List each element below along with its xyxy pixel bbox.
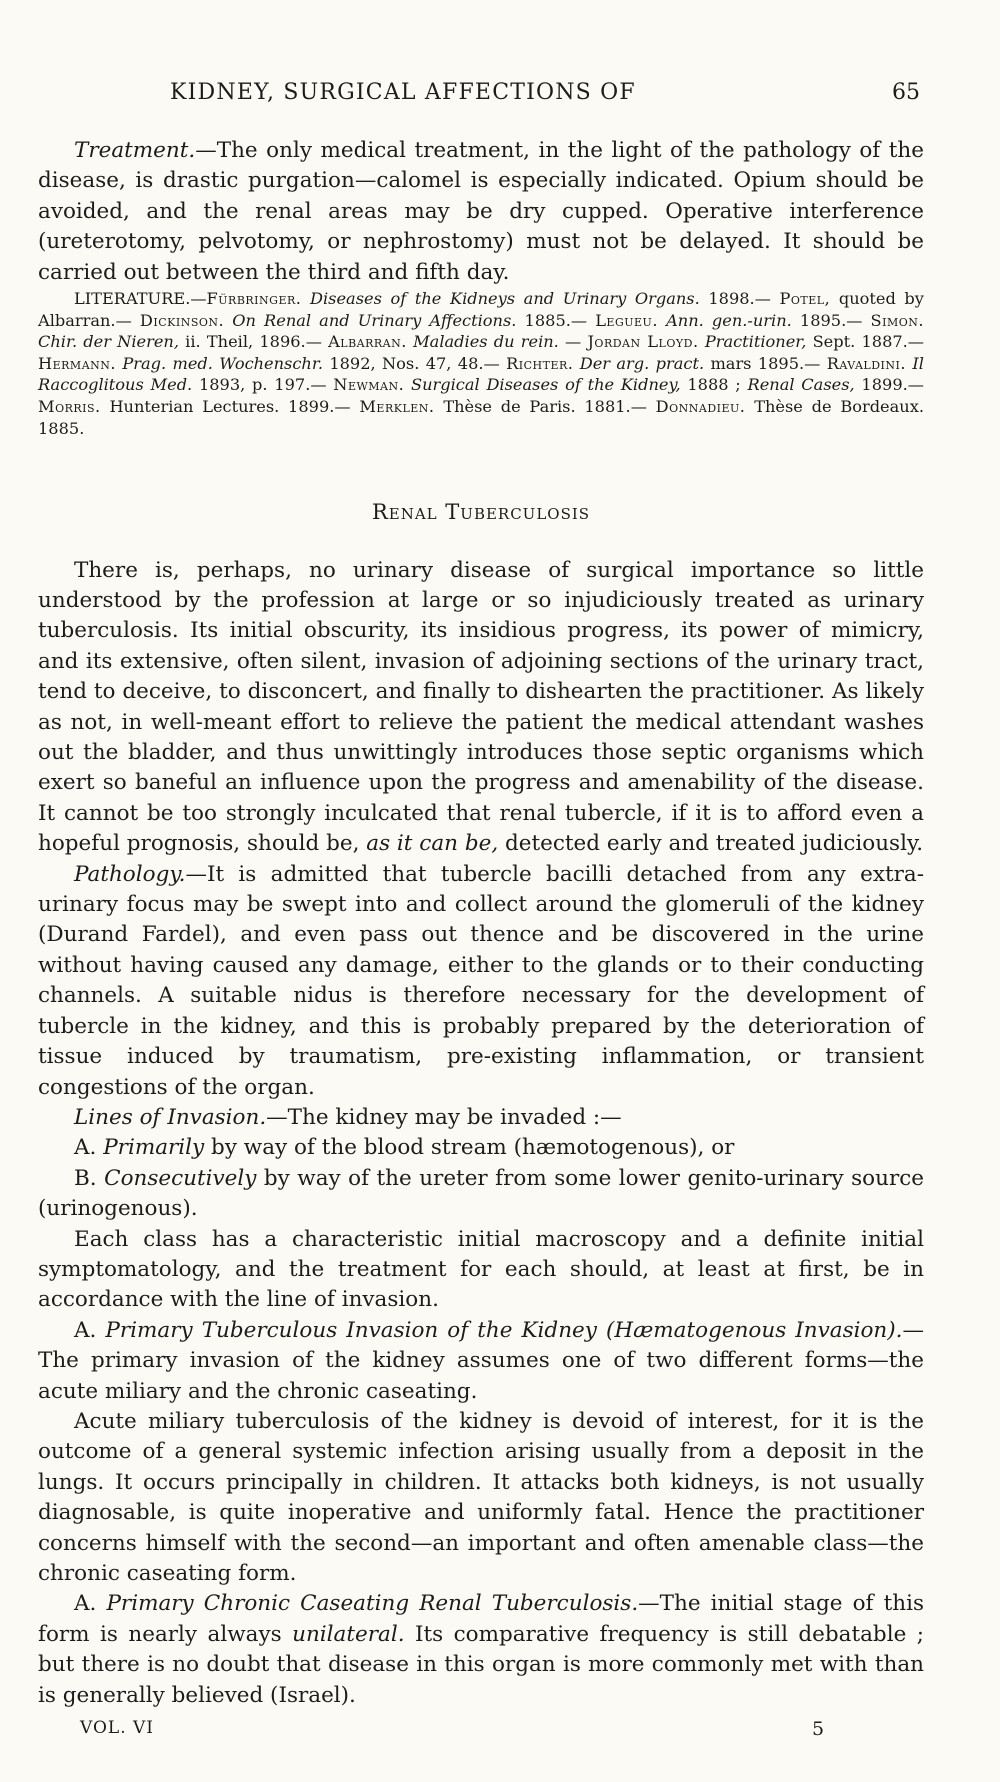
literature-details: 1888 ; [687, 375, 741, 395]
primary-invasion-paragraph [38, 1316, 924, 1407]
each-class-paragraph: Each class has a characteristic initial macroscopy and a definite initial symptomatology, and the treatment for each should, at least at first, be in accordance with the line of invasion. [38, 1226, 924, 1313]
section-heading: Renal Tuberculosis [371, 500, 591, 525]
literature-author: Hermann. [38, 353, 117, 373]
literature-details: Thèse de Bordeaux. 1885. [38, 397, 924, 438]
literature-author: Simon. [870, 310, 925, 330]
route-a-lead: Primarily [103, 1135, 205, 1161]
literature-author: Legueu. [595, 310, 658, 330]
literature-author: Ravaldini. [826, 353, 907, 373]
literature-title: Practitioner, [704, 332, 807, 352]
literature-author: Fürbringer. [206, 289, 302, 309]
literature-author: Dickinson. [139, 310, 225, 330]
treatment-paragraph [38, 136, 924, 288]
literature-entry [587, 332, 924, 351]
literature-title: Prag. med. Wochenschr. [122, 353, 323, 373]
primary-letter: A. [74, 1317, 106, 1343]
literature-entry [333, 375, 740, 394]
literature-entry [38, 397, 351, 416]
literature-author: Albarran. [328, 332, 407, 352]
page-number: 65 [892, 80, 920, 105]
literature-author: Newman. [333, 375, 405, 395]
pathology-text: —It is admitted that tubercle bacilli detached from any extra-urinary focus may be swept into and collect around the glomeruli of the kidney (Durand Fardel), and even pass out thence and be discovered in the urine without having caused any damage, either to the glands or to their conducting channels. A suitable nidus is therefore necessary for the development of tubercle in the kidney, and this is probably prepared by the deterioration of tissue induced by traumatism, pre-existing inflammation, or transient congestions of the organ. [38, 861, 924, 1100]
literature-author: Richter. [506, 353, 574, 373]
literature-author: Merklen. [359, 397, 435, 416]
primary-lead: Primary Tuberculous Invasion of the Kidney (Hæmatogenous Invasion). [105, 1317, 903, 1343]
literature-title: Diseases of the Kidneys and Urinary Organs. [310, 289, 700, 309]
literature-title: Surgical Diseases of the Kidney, [411, 375, 681, 395]
literature-title: On Renal and Urinary Affections. [232, 310, 517, 330]
route-b-lead: Consecutively [104, 1165, 257, 1191]
literature-details: 1892, Nos. 47, 48.— [329, 353, 500, 373]
route-b-paragraph [38, 1164, 924, 1225]
literature-entry [140, 311, 587, 330]
chronic-text-start: —The initial stage of this form is nearly always [38, 1591, 924, 1647]
page-footer [0, 1718, 1000, 1748]
signature-mark: 5 [812, 1718, 825, 1740]
literature-details: 1895.— [799, 310, 863, 330]
chronic-caseating-paragraph [38, 1589, 924, 1711]
literature-title: Der arg. pract. [579, 353, 705, 373]
route-a-text: by way of the blood stream (hæmotogenous), or [204, 1135, 735, 1161]
route-a-letter: A. [74, 1135, 104, 1161]
literature-entry [359, 397, 647, 416]
literature-author: Morris. [38, 397, 101, 416]
intro-text-end: detected early and treated judiciously. [498, 831, 924, 857]
treatment-lead: Treatment. [74, 138, 196, 163]
literature-details: Hunterian Lectures. 1899.— [109, 397, 351, 416]
literature-details: 1885.— [524, 310, 588, 330]
running-title: KIDNEY, SURGICAL AFFECTIONS OF [170, 80, 636, 105]
intro-emphasis: as it can be, [366, 831, 499, 857]
literature-details: quoted by Albarran.— [38, 289, 924, 330]
literature-details: Sept. 1887.— [812, 332, 924, 352]
treatment-text: —The only medical treatment, in the light of the pathology of the disease, is drastic purgation—calomel is especially indicated. Opium should be avoided, and the renal areas may be dry cupped. Operative interference (ureterotomy, pelvotomy, or nephrostomy) must not be delayed. It should be carried out between the third and fifth day. [38, 138, 924, 285]
volume-mark: VOL. VI [80, 1718, 155, 1738]
route-b-letter: B. [74, 1165, 105, 1191]
literature-author: Jordan Lloyd. [587, 332, 699, 352]
literature-title: Maladies du rein. [413, 332, 559, 352]
literature-details: 1898.— [708, 289, 771, 309]
chronic-text-end: Its comparative frequency is still debatable ; but there is no doubt that disease in this organ is more commonly met with than is generally believed (Israel). [38, 1621, 924, 1708]
intro-paragraph [38, 556, 924, 860]
invasion-lead: Lines of Invasion. [74, 1104, 267, 1130]
literature-details: mars 1895.— [710, 353, 821, 373]
literature-entry [595, 311, 862, 330]
literature-label: LITERATURE.— [74, 289, 207, 309]
literature-details: Thèse de Paris. 1881.— [443, 397, 647, 416]
invasion-text: —The kidney may be invaded :— [266, 1104, 622, 1130]
literature-title: Il Raccoglitous Med. [38, 353, 924, 395]
invasion-lines-paragraph [38, 1103, 924, 1133]
literature-entry [328, 332, 581, 351]
literature-details: — [565, 332, 582, 352]
literature-details: ii. Theil, 1896.— [185, 332, 322, 352]
literature-entries [38, 289, 924, 438]
route-b-text: by way of the ureter from some lower genito-urinary source (urinogenous). [38, 1165, 924, 1222]
literature-entry [748, 375, 924, 394]
running-head [0, 80, 1000, 112]
literature-author: Donnadieu. [655, 397, 746, 416]
chronic-letter: A. [74, 1591, 107, 1617]
route-a-paragraph [38, 1133, 924, 1163]
chronic-emphasis: unilateral. [292, 1621, 405, 1647]
literature-entry [38, 354, 500, 373]
intro-text-start: There is, perhaps, no urinary disease of surgical importance so little understood by the profession at large or so injudiciously treated as urinary tuberculosis. Its initial obscurity, its insidious progress, its power of mimicry, and its extensive, often silent, invasion of adjoining sections of the urinary tract, tend to deceive, to disconcert, and finally to dishearten the practitioner. As likely as not, in well-meant effort to relieve the patient the medical attendant washes out the bladder, and thus unwittingly introduces those septic organisms which exert so baneful an influence upon the progress and amenability of the disease. It cannot be too strongly inculcated that renal tubercle, if it is to afford even a hopeful prognosis, should be, [38, 557, 924, 857]
literature-title: Renal Cases, [747, 375, 855, 395]
literature-title: Chir. der Nieren, [38, 332, 179, 352]
literature-title: Ann. gen.-urin. [666, 310, 792, 330]
literature-details: 1893, p. 197.— [198, 375, 327, 395]
literature-author: Potel, [779, 289, 831, 309]
literature-entry [506, 354, 820, 373]
literature-details: 1899.— [861, 375, 924, 395]
acute-miliary-paragraph: Acute miliary tuberculosis of the kidney is devoid of interest, for it is the outcome of a general systemic infection arising usually from a deposit in the lungs. It occurs principally in children. It attacks both kidneys, is not usually diagnosable, is quite inoperative and uniformly fatal. Hence the practitioner concerns himself with the second—an important and often amenable class—the chronic caseating form. [38, 1408, 924, 1586]
literature-entry [207, 289, 771, 308]
literature-block [38, 288, 924, 439]
pathology-paragraph [38, 860, 924, 1103]
chronic-lead: Primary Chronic Caseating Renal Tuberculosis. [106, 1591, 639, 1617]
body-text [38, 136, 924, 1711]
primary-text: —The primary invasion of the kidney assumes one of two different forms—the acute miliary and the chronic caseating. [38, 1317, 924, 1404]
pathology-lead: Pathology. [74, 861, 186, 887]
